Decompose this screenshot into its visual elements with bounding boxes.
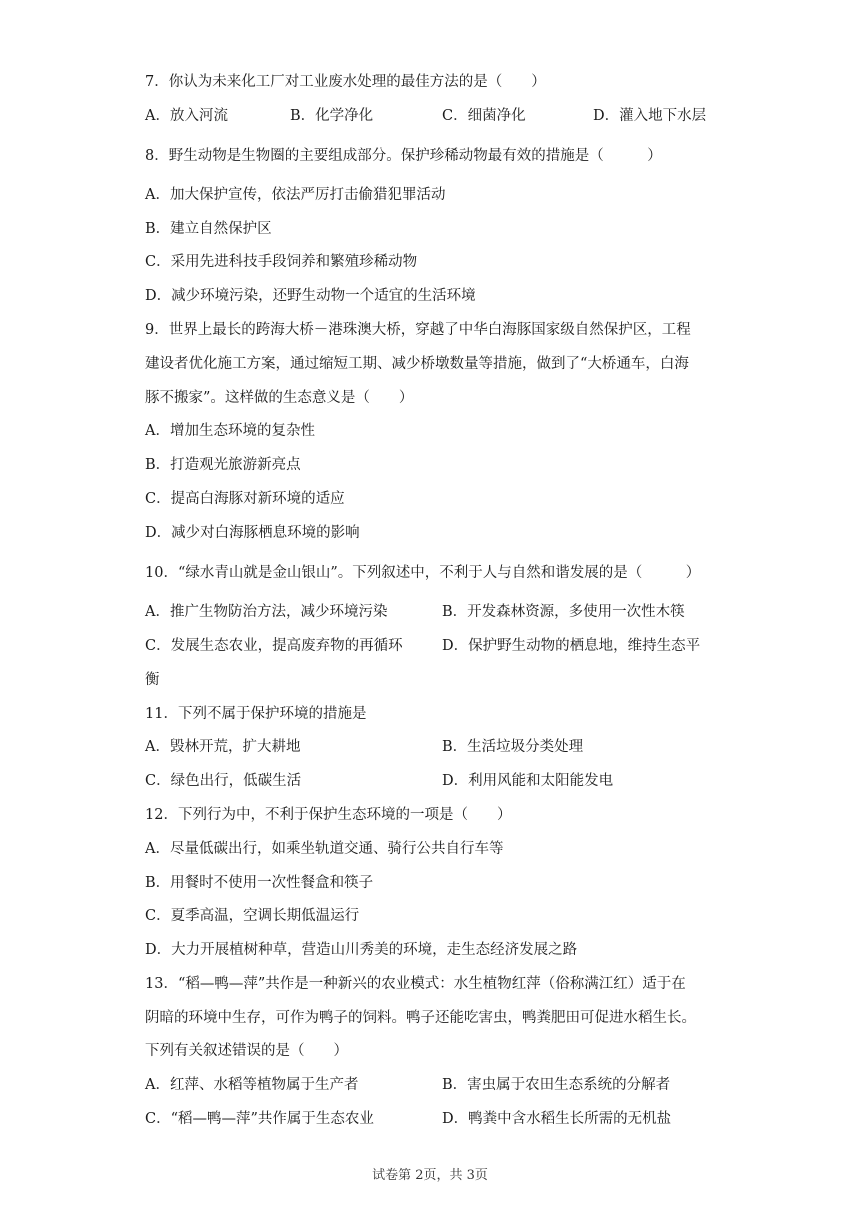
question-9-stem-line-2: 建设者优化施工方案，通过缩短工期、减少桥墩数量等措施，做到了“大桥通车，白海 [145,356,689,372]
question-8-option-a: A．加大保护宣传，依法严厉打击偷猎犯罪活动 [145,187,446,203]
question-8-stem: 8．野生动物是生物圈的主要组成部分。保护珍稀动物最有效的措施是（ ） [145,148,662,164]
question-9-option-c: C．提高白海豚对新环境的适应 [145,491,345,507]
option-c: C．发展生态农业，提高废弃物的再循环 [145,638,403,654]
question-12-option-c: C．夏季高温，空调长期低温运行 [145,908,360,924]
question-9-option-b: B．打造观光旅游新亮点 [145,457,301,473]
option-a: A．红萍、水稻等植物属于生产者 [145,1077,359,1093]
option-b: B．化学净化 [290,108,374,124]
question-9-option-a: A．增加生态环境的复杂性 [145,423,315,439]
question-10-stem: 10．“绿水青山就是金山银山”。下列叙述中，不利于人与自然和谐发展的是（ ） [145,565,701,581]
option-c: C．绿色出行，低碳生活 [145,773,302,789]
option-d: D．保护野生动物的栖息地，维持生态平 [442,638,701,654]
question-8-option-c: C．采用先进科技手段饲养和繁殖珍稀动物 [145,254,418,270]
question-9-option-d: D．减少对白海豚栖息环境的影响 [145,525,360,541]
option-d: D．利用风能和太阳能发电 [442,773,614,789]
option-d: D．灌入地下水层 [593,108,707,124]
question-10-option-d-continued: 衡 [145,672,160,688]
page-footer: 试卷第 2页，共 3页 [372,1168,488,1183]
question-12-option-b: B．用餐时不使用一次性餐盒和筷子 [145,875,374,891]
option-a: A．推广生物防治方法，减少环境污染 [145,604,388,620]
question-8-option-d: D．减少环境污染，还野生动物一个适宜的生活环境 [145,288,476,304]
question-7-stem: 7．你认为未来化工厂对工业废水处理的最佳方法的是（ ） [145,74,546,90]
question-12-option-a: A．尽量低碳出行，如乘坐轨道交通、骑行公共自行车等 [145,841,504,857]
option-b: B．生活垃圾分类处理 [442,739,584,755]
option-c: C．细菌净化 [442,108,526,124]
question-12-option-d: D．大力开展植树种草，营造山川秀美的环境，走生态经济发展之路 [145,942,578,958]
option-b: B．开发森林资源，多使用一次性木筷 [442,604,685,620]
question-9-stem-line-1: 9．世界上最长的跨海大桥－港珠澳大桥，穿越了中华白海豚国家级自然保护区，工程 [145,322,691,338]
question-12-stem: 12．下列行为中，不利于保护生态环境的一项是（ ） [145,807,512,823]
option-d: D．鸭粪中含水稻生长所需的无机盐 [442,1111,672,1127]
option-a: A．放入河流 [145,108,228,124]
question-8-option-b: B．建立自然保护区 [145,221,272,237]
question-13-stem-line-3: 下列有关叙述错误的是（ ） [145,1043,348,1059]
option-b: B．害虫属于农田生态系统的分解者 [442,1077,671,1093]
question-13-stem-line-2: 阴暗的环境中生存，可作为鸭子的饲料。鸭子还能吃害虫，鸭粪肥田可促进水稻生长。 [145,1010,696,1026]
question-9-stem-line-3: 豚不搬家”。这样做的生态意义是（ ） [145,390,414,406]
option-a: A．毁林开荒，扩大耕地 [145,739,301,755]
question-11-stem: 11．下列不属于保护环境的措施是 [145,706,367,722]
question-13-stem-line-1: 13．“稻—鸭—萍”共作是一种新兴的农业模式：水生植物红萍（俗称满江红）适于在 [145,976,686,992]
option-c: C．“稻—鸭—萍”共作属于生态农业 [145,1111,374,1127]
